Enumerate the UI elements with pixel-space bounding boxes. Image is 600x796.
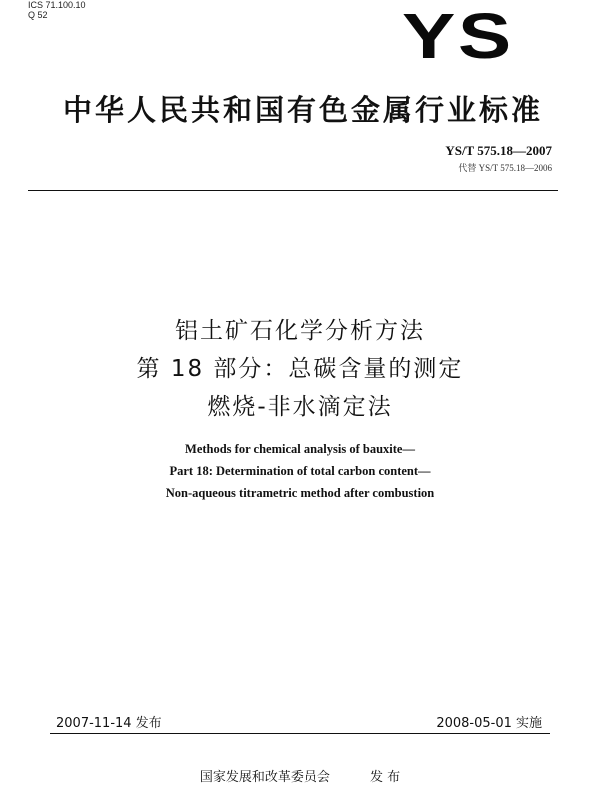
- classification-codes: [28, 0, 86, 20]
- implementation-date: 2008-05-01 实施: [436, 716, 542, 731]
- ys-logo: YS: [402, 0, 514, 72]
- chinese-title-line-3: 燃烧-非水滴定法: [207, 394, 393, 420]
- issue-date: 2007-11-14 发布: [56, 716, 162, 731]
- english-title-line-1: Methods for chemical analysis of bauxite—: [185, 442, 415, 456]
- chinese-title-line-1: 铝土矿石化学分析方法: [175, 318, 425, 344]
- standard-number: YS/T 575.18—2007: [445, 143, 552, 158]
- ccs-code: Q 52: [28, 10, 48, 20]
- english-title-line-2: Part 18: Determination of total carbon content—: [169, 464, 431, 478]
- chinese-title-line-2: 第 18 部分：总碳含量的测定: [136, 356, 464, 382]
- replaces-standard: 代替 YS/T 575.18—2006: [458, 163, 552, 173]
- header-divider: [28, 190, 558, 191]
- publish-label: 发 布: [369, 770, 401, 785]
- publisher-line: [0, 766, 600, 785]
- organization-title: 中华人民共和国有色金属行业标准: [62, 93, 543, 127]
- publisher-name: 国家发展和改革委员会: [199, 770, 330, 785]
- english-title-line-3: Non-aqueous titrametric method after combustion: [165, 486, 435, 500]
- ics-code: ICS 71.100.10: [28, 0, 86, 10]
- footer-divider: [50, 733, 550, 734]
